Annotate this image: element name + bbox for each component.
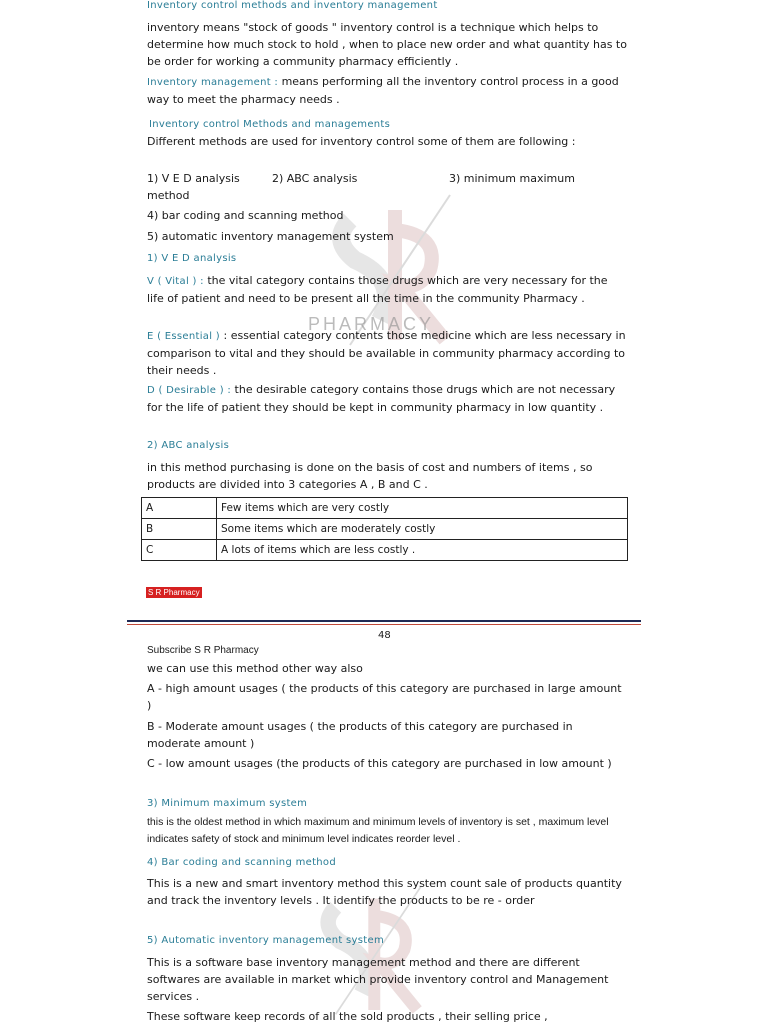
ved-vital: [147, 272, 627, 307]
method-item-minmax: 3) minimum maximum: [449, 172, 575, 185]
automatic-heading: 5) Automatic inventory management system: [147, 935, 384, 946]
table-row: [142, 540, 628, 561]
sr-pharmacy-badge: S R Pharmacy: [148, 588, 200, 597]
abc-other-way: we can use this method other way also: [147, 662, 363, 675]
definition-label: Inventory management :: [147, 77, 279, 88]
inventory-management-definition: [147, 73, 627, 108]
abc-usage-b: B - Moderate amount usages ( the products of this category are purchased in moderate amount ): [147, 720, 573, 750]
minmax-text: this is the oldest method in which maximum and minimum levels of inventory is set , maximum level indicates safety of stock and minimum level indicates reorder level .: [147, 816, 609, 845]
essential-label: E ( Essential ): [147, 331, 220, 342]
page-divider-accent: [127, 624, 641, 625]
table-cell: C: [142, 540, 217, 561]
method-item-automatic: 5) automatic inventory management system: [147, 230, 394, 243]
methods-intro: Different methods are used for inventory control some of them are following :: [147, 135, 576, 148]
intro-paragraph: inventory means "stock of goods " inventory control is a technique which helps to determine how much stock to hold , when to place new order and what quantity has to be order for working a community pharmacy efficiently .: [147, 21, 627, 68]
section-heading: Inventory control methods and inventory management: [147, 0, 438, 11]
page-number: 48: [378, 630, 391, 641]
table-row: [142, 498, 628, 519]
minmax-heading: 3) Minimum maximum system: [147, 798, 308, 809]
vital-label: V ( Vital ) :: [147, 276, 204, 287]
desirable-text: the desirable category contains those drugs which are not necessary for the life of patient they should be kept in community pharmacy in low quantity .: [147, 383, 616, 414]
abc-table: [141, 497, 628, 561]
ved-essential: [147, 327, 627, 379]
table-row: [142, 519, 628, 540]
essential-text: : essential category contents those medicine which are less necessary in comparison to vital and they should be available in community pharmacy according to their needs .: [147, 329, 626, 377]
vital-text: the vital category contains those drugs which are very necessary for the life of patient and need to be present all the time in the community Pharmacy .: [147, 274, 608, 305]
table-cell: B: [142, 519, 217, 540]
abc-usage-a: A - high amount usages ( the products of this category are purchased in large amount ): [147, 682, 622, 712]
abc-heading: 2) ABC analysis: [147, 440, 230, 451]
desirable-label: D ( Desirable ) :: [147, 385, 232, 396]
definition-text: means performing all the inventory control process in a good way to meet the pharmacy needs .: [147, 75, 619, 106]
ved-heading: 1) V E D analysis: [147, 253, 237, 264]
table-cell: A lots of items which are less costly .: [217, 540, 628, 561]
method-item-minmax-cont: method: [147, 189, 190, 202]
barcode-text: This is a new and smart inventory method this system count sale of products quantity and track the inventory levels . It identify the products to be re - order: [147, 877, 622, 907]
barcode-heading: 4) Bar coding and scanning method: [147, 857, 336, 868]
abc-intro: in this method purchasing is done on the basis of cost and numbers of items , so products are divided into 3 categories A , B and C .: [147, 461, 593, 491]
methods-heading: Inventory control Methods and managements: [149, 119, 391, 130]
method-item-ved: 1) V E D analysis: [147, 172, 240, 185]
table-cell: A: [142, 498, 217, 519]
page-divider: [127, 620, 641, 622]
subscribe-text: Subscribe S R Pharmacy: [147, 645, 259, 656]
automatic-text-cont: These software keep records of all the sold products , their selling price ,: [147, 1010, 548, 1023]
watermark-text: PHARMACY: [308, 314, 435, 334]
ved-desirable: [147, 381, 627, 416]
automatic-text: This is a software base inventory management method and there are different softwares are available in market which provide inventory control and Management services .: [147, 956, 609, 1003]
abc-usage-c: C - low amount usages (the products of this category are purchased in low amount ): [147, 757, 612, 770]
method-item-abc: 2) ABC analysis: [272, 172, 358, 185]
table-cell: Some items which are moderately costly: [217, 519, 628, 540]
method-item-barcode: 4) bar coding and scanning method: [147, 209, 344, 222]
table-cell: Few items which are very costly: [217, 498, 628, 519]
